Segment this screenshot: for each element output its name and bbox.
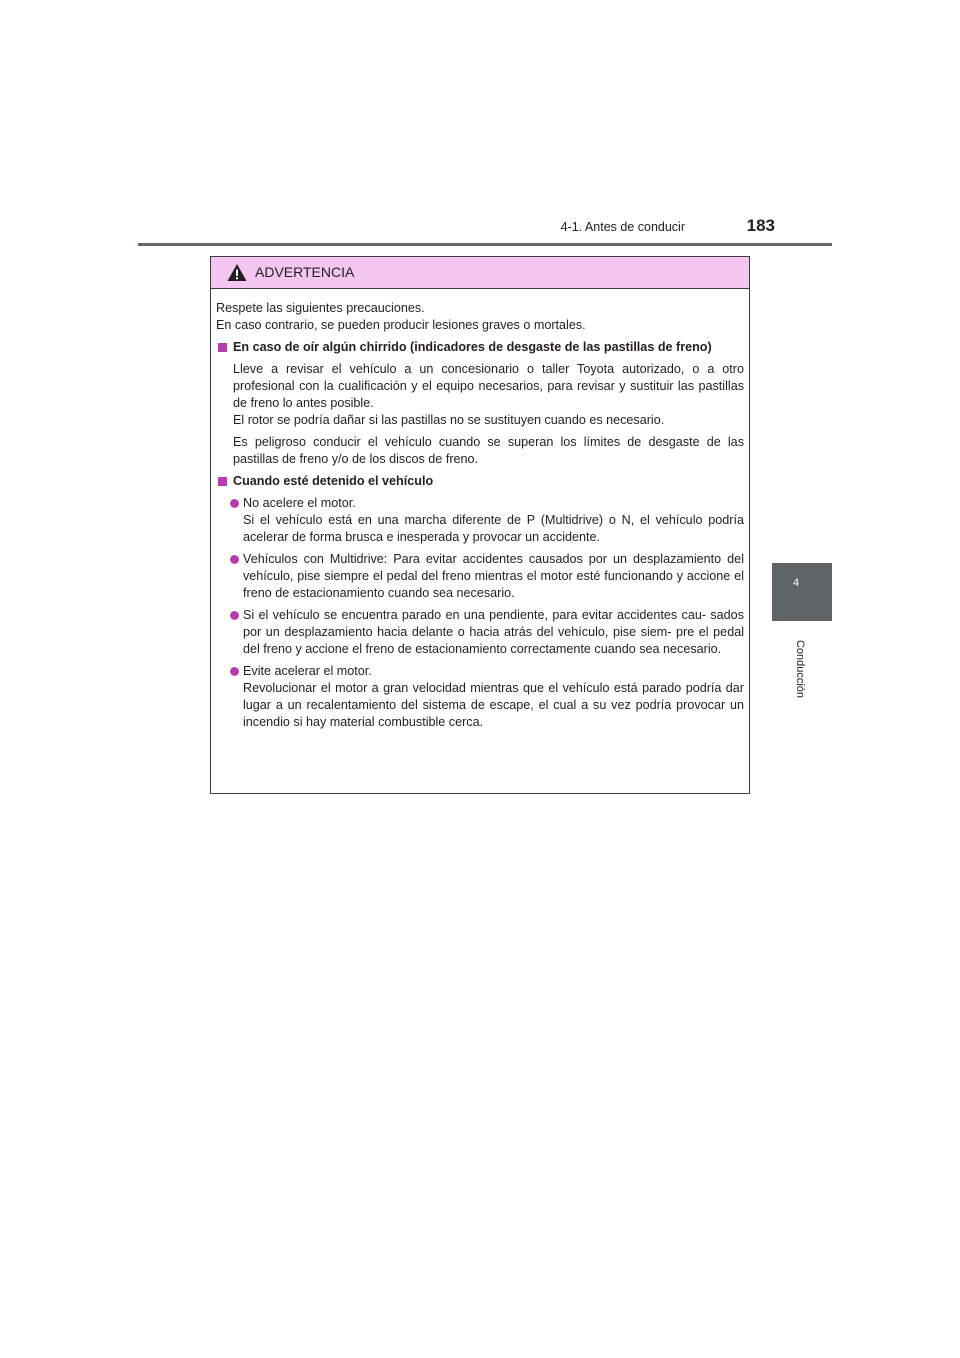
header-rule xyxy=(138,243,832,246)
section-heading-1-text: En caso de oír algún chirrido (indicadores de desgaste de las pastillas de freno) xyxy=(233,340,712,354)
list-item xyxy=(216,551,744,602)
list-item-line: Revolucionar el motor a gran velocidad mientras que el vehículo está parado podría dar lugar a un recalentamiento del sistema de escape, el cual a su vez podría provocar un incendio si hay material combustible cerca. xyxy=(243,681,744,729)
circle-bullet-icon xyxy=(230,611,239,620)
paragraph: Es peligroso conducir el vehículo cuando se superan los límites de desgaste de las pastillas de freno y/o de los discos de freno. xyxy=(233,435,744,466)
list-item-line: Vehículos con Multidrive: Para evitar accidentes causados por un desplazamiento del vehículo, pise siempre el pedal del freno mientras el motor esté funcionando y accione el freno de estacionamiento cuando sea necesario. xyxy=(243,552,744,600)
circle-bullet-icon xyxy=(230,499,239,508)
paragraph xyxy=(216,361,744,429)
circle-bullet-icon xyxy=(230,667,239,676)
warning-body xyxy=(216,300,744,736)
paragraph-line: Lleve a revisar el vehículo a un concesionario o taller Toyota autorizado, o a otro profesional con la cualificación y el equipo necesarios, para revisar y sustituir las pastillas de freno lo antes posible. xyxy=(233,362,744,410)
paragraph-line: El rotor se podría dañar si las pastillas no se sustituyen cuando es necesario. xyxy=(233,413,665,427)
warning-header xyxy=(211,257,749,289)
warning-title: ADVERTENCIA xyxy=(255,264,355,280)
section-heading-2-text: Cuando esté detenido el vehículo xyxy=(233,474,434,488)
square-bullet-icon xyxy=(218,477,227,486)
intro-text xyxy=(216,300,744,334)
warning-triangle-icon xyxy=(227,263,247,282)
list-item-line: Si el vehículo se encuentra parado en una pendiente, para evitar accidentes cau- sados por un desplazamiento hacia delante o hacia atrás del vehículo, pise siem- pre el pedal del freno y accione el freno de estacionamiento correctamente cuando sea necesario. xyxy=(243,608,744,656)
page-number: 183 xyxy=(746,216,775,235)
chapter-number: 4 xyxy=(792,577,800,589)
list-item xyxy=(216,607,744,658)
warning-box xyxy=(210,256,750,794)
list-item-line: Si el vehículo está en una marcha diferente de P (Multidrive) o N, el vehículo podría acelerar de forma brusca e inesperada y provocar un accidente. xyxy=(243,513,744,544)
chapter-label xyxy=(793,630,807,710)
list-item xyxy=(216,495,744,546)
intro-line-1: Respete las siguientes precauciones. xyxy=(216,301,425,315)
list-item-line: No acelere el motor. xyxy=(243,496,356,510)
section-heading-2 xyxy=(216,473,744,490)
chapter-label-text: Conducción xyxy=(794,639,806,699)
square-bullet-icon xyxy=(218,343,227,352)
circle-bullet-icon xyxy=(230,555,239,564)
list-item-line: Evite acelerar el motor. xyxy=(243,664,372,678)
section-heading-1 xyxy=(216,339,744,356)
chapter-tab[interactable] xyxy=(772,563,832,621)
intro-line-2: En caso contrario, se pueden producir lesiones graves o mortales. xyxy=(216,318,586,332)
section-title: 4-1. Antes de conducir xyxy=(560,220,685,234)
list-item xyxy=(216,663,744,731)
